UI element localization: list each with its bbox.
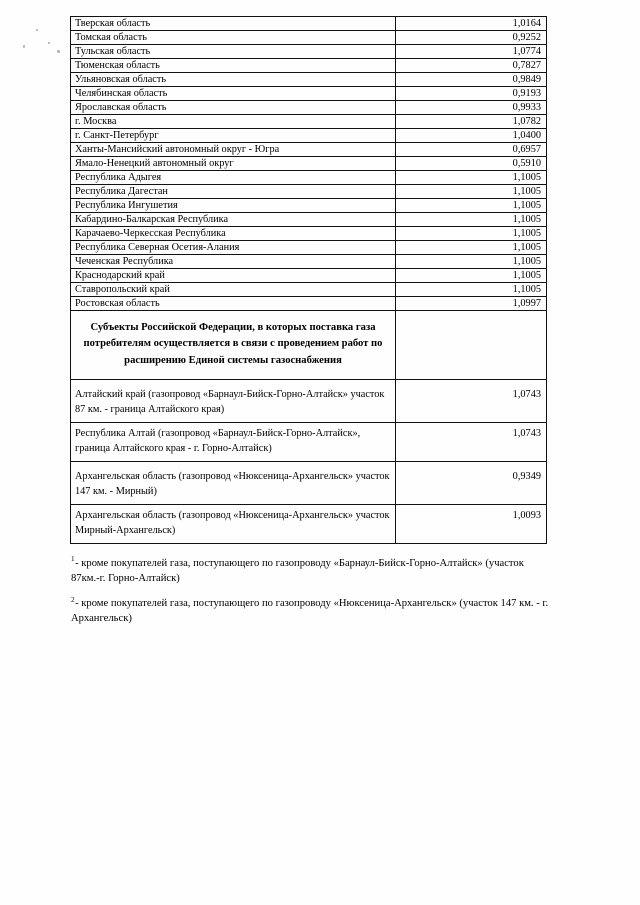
table-row (71, 213, 547, 227)
region-name: Республика Дагестан (75, 186, 168, 197)
region-value: 0,9252 (512, 32, 541, 43)
table-row (71, 157, 547, 171)
table-row (71, 171, 547, 185)
scan-artifact (36, 29, 38, 31)
table-row (71, 73, 547, 87)
region-name: Архангельская область (газопровод «Нюксеница-Архангельск» участок Мирный-Архангельск) (75, 509, 390, 536)
region-value: 0,9349 (512, 470, 541, 482)
footnote-text: - кроме покупателей газа, поступающего по газопроводу «Нюксеница-Архангельск» (участок 147 км. - г. Архангельск) (71, 598, 549, 625)
region-value: 0,6957 (512, 144, 541, 155)
region-name: Краснодарский край (75, 270, 165, 281)
region-value: 1,1005 (512, 242, 541, 253)
region-name: Тульская область (75, 46, 151, 57)
region-value: 0,7827 (512, 60, 541, 71)
table-row (71, 101, 547, 115)
region-value: 0,9933 (512, 102, 541, 113)
region-name: Ульяновская область (75, 74, 167, 85)
table-row (71, 423, 547, 462)
region-name: г. Москва (75, 116, 117, 127)
table-row (71, 227, 547, 241)
region-name: Алтайский край (газопровод «Барнаул-Бийск-Горно-Алтайск» участок 87 км. - граница Алтайского края) (75, 389, 385, 416)
region-name: Карачаево-Черкесская Республика (75, 228, 226, 239)
region-value: 1,0774 (512, 46, 541, 57)
region-name: Тюменская область (75, 60, 160, 71)
region-name: г. Санкт-Петербург (75, 130, 159, 141)
region-value: 1,1005 (512, 186, 541, 197)
region-name: Ставропольский край (75, 284, 170, 295)
table-row (71, 283, 547, 297)
region-name: Томская область (75, 32, 147, 43)
footnote-2 (71, 596, 553, 626)
footnote-1 (71, 556, 553, 586)
footnote-marker: 2 (71, 595, 75, 604)
table-row (71, 461, 547, 504)
region-value: 1,0093 (512, 509, 541, 521)
table-row (71, 241, 547, 255)
region-name: Чеченская Республика (75, 256, 174, 267)
region-name: Ярославская область (75, 102, 167, 113)
region-name: Республика Ингушетия (75, 200, 178, 211)
table-row (71, 59, 547, 73)
table-row (71, 17, 547, 31)
table-row (71, 199, 547, 213)
scan-artifact (57, 50, 60, 53)
gas-coefficient-table (70, 16, 547, 544)
region-value: 1,1005 (512, 200, 541, 211)
region-name: Республика Северная Осетия-Алания (75, 242, 240, 253)
region-name: Челябинская область (75, 88, 168, 99)
region-name: Кабардино-Балкарская Республика (75, 214, 229, 225)
region-name: Республика Адыгея (75, 172, 162, 183)
region-name: Тверская область (75, 18, 151, 29)
region-value: 1,0743 (512, 428, 541, 440)
section-header-row (71, 311, 547, 380)
table-row (71, 255, 547, 269)
section-header-value-blank (396, 311, 546, 313)
table-row (71, 129, 547, 143)
section-header-text: Субъекты Российской Федерации, в которых поставка газа потребителям осуществляется в связи с проведением работ по расширению Единой системы газоснабжения (83, 322, 383, 366)
table-row (71, 185, 547, 199)
region-value: 1,0782 (512, 116, 541, 127)
table-row (71, 45, 547, 59)
region-value: 1,1005 (512, 228, 541, 239)
table-row (71, 31, 547, 45)
table-row (71, 380, 547, 423)
region-value: 1,0743 (512, 389, 541, 401)
region-value: 1,1005 (512, 172, 541, 183)
region-value: 1,1005 (512, 256, 541, 267)
table-row (71, 269, 547, 283)
footnote-text: - кроме покупателей газа, поступающего по газопроводу «Барнаул-Бийск-Горно-Алтайск» (участок 87км.-г. Горно-Алтайск) (71, 558, 524, 585)
region-name: Ростовская область (75, 298, 160, 309)
region-value: 1,0164 (512, 18, 541, 29)
table-row (71, 87, 547, 101)
region-value: 1,1005 (512, 270, 541, 281)
table-body (71, 17, 547, 544)
region-value: 0,9849 (512, 74, 541, 85)
region-name: Архангельская область (газопровод «Нюксеница-Архангельск» участок 147 км. - Мирный) (75, 470, 390, 497)
region-name: Ханты-Мансийский автономный округ - Югра (75, 144, 280, 155)
region-value: 1,1005 (512, 214, 541, 225)
region-value: 1,1005 (512, 284, 541, 295)
region-value: 1,0400 (512, 130, 541, 141)
table-row (71, 115, 547, 129)
table-row (71, 504, 547, 543)
scan-artifact (48, 42, 50, 44)
table-row (71, 143, 547, 157)
footnote-marker: 1 (71, 555, 75, 564)
table-row (71, 297, 547, 311)
footnotes-block (71, 556, 553, 636)
region-name: Ямало-Ненецкий автономный округ (75, 158, 234, 169)
region-value: 1,0997 (512, 298, 541, 309)
scan-artifact (23, 45, 25, 48)
region-value: 0,5910 (512, 158, 541, 169)
region-value: 0,9193 (512, 88, 541, 99)
region-name: Республика Алтай (газопровод «Барнаул-Бийск-Горно-Алтайск», граница Алтайского края - г. Горно-Алтайск) (75, 428, 361, 454)
